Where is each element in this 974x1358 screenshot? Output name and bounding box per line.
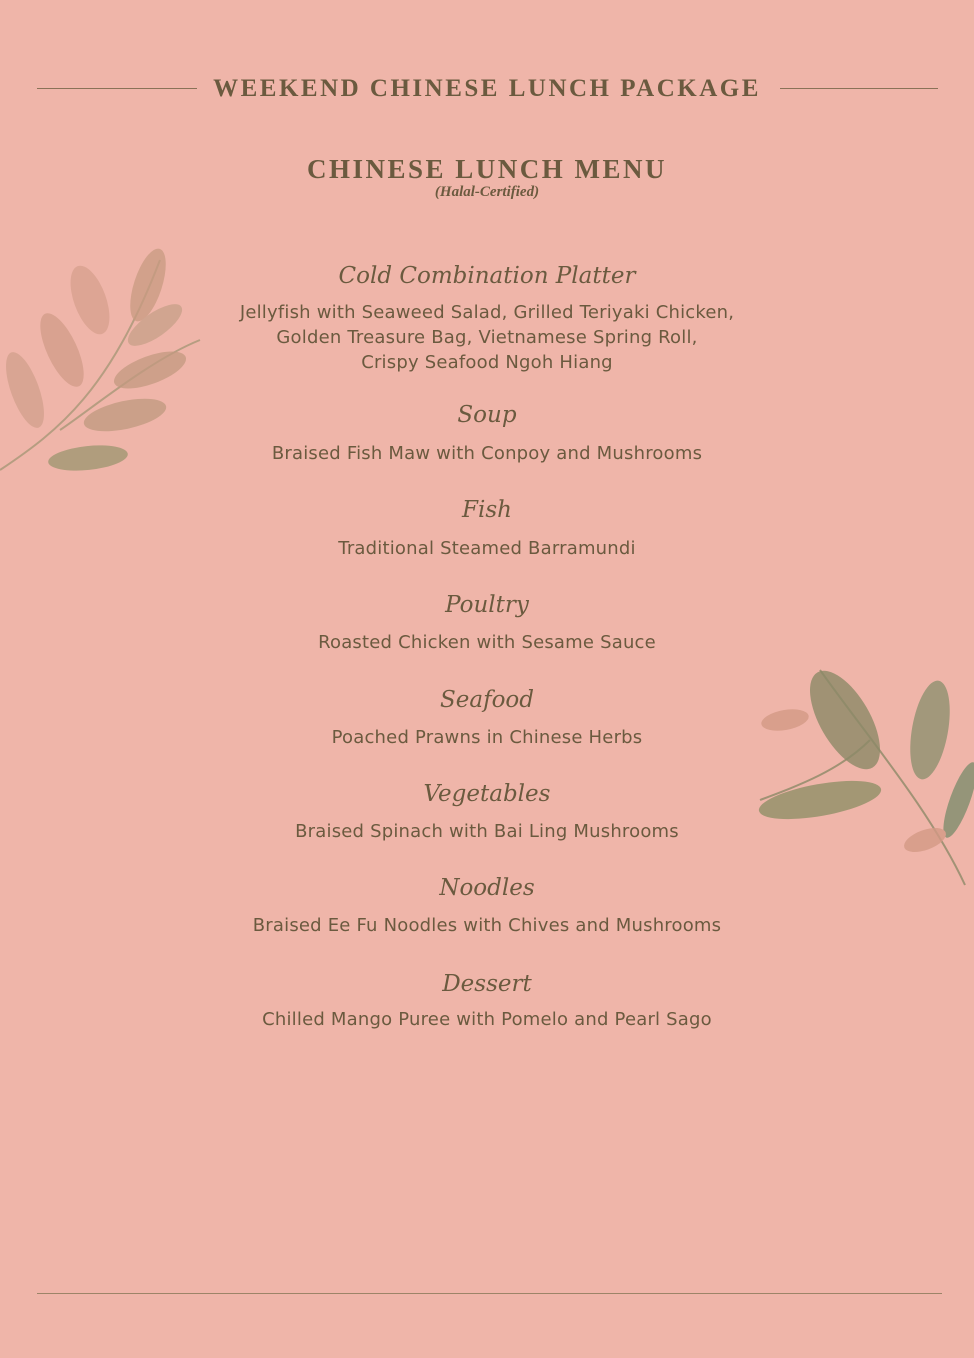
- course-heading-cold-platter: Cold Combination Platter: [338, 263, 636, 289]
- course-item: Traditional Steamed Barramundi: [338, 538, 636, 559]
- package-title: WEEKEND CHINESE LUNCH PACKAGE: [213, 75, 761, 102]
- course-item: Braised Spinach with Bai Ling Mushrooms: [295, 821, 679, 842]
- course-heading-seafood: Seafood: [439, 687, 534, 713]
- menu-subtitle: (Halal-Certified): [434, 184, 540, 200]
- course-item: Poached Prawns in Chinese Herbs: [331, 727, 643, 748]
- course-item: Braised Ee Fu Noodles with Chives and Mushrooms: [252, 915, 722, 936]
- course-item: Golden Treasure Bag, Vietnamese Spring Roll,: [276, 327, 698, 348]
- header-rule-right: [780, 88, 938, 89]
- footer-rule: [37, 1293, 942, 1294]
- course-item: Chilled Mango Puree with Pomelo and Pearl Sago: [262, 1009, 712, 1030]
- course-heading-soup: Soup: [457, 402, 517, 428]
- course-item: Jellyfish with Seaweed Salad, Grilled Teriyaki Chicken,: [239, 302, 735, 323]
- course-heading-fish: Fish: [462, 497, 512, 523]
- course-heading-noodles: Noodles: [439, 875, 535, 901]
- course-heading-poultry: Poultry: [445, 592, 529, 618]
- course-heading-vegetables: Vegetables: [423, 781, 551, 807]
- course-item: Roasted Chicken with Sesame Sauce: [318, 632, 656, 653]
- page-header: [0, 72, 974, 106]
- menu-title: CHINESE LUNCH MENU: [306, 154, 668, 184]
- course-item: Braised Fish Maw with Conpoy and Mushrooms: [271, 443, 703, 464]
- course-heading-dessert: Dessert: [442, 971, 532, 997]
- course-item: Crispy Seafood Ngoh Hiang: [361, 352, 613, 373]
